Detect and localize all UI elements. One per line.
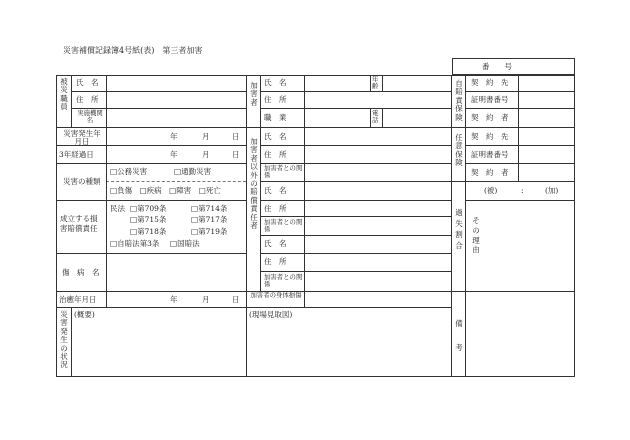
liable3-relation-label: 加害者との関係 [264, 273, 303, 289]
perpetrator-injury-label: 加害者の身体損傷 [250, 291, 302, 299]
negligence-ratio-label: 過失割合 [455, 208, 463, 250]
liable3-name-label: 氏 名 [264, 239, 287, 248]
situation-label: 災害発生の状況 [60, 310, 68, 370]
checkbox-state-compensation[interactable]: □国賠法 [170, 239, 200, 248]
occupation-label: 職 業 [264, 113, 287, 122]
liable2-name-label: 氏 名 [264, 186, 287, 195]
number-label: 番 号 [482, 62, 512, 71]
recovery-day: 日 [232, 295, 240, 304]
compulsory-contractor-label: 契 約 先 [471, 78, 509, 87]
liable2-relation-label: 加害者との関係 [264, 218, 303, 234]
checkbox-art717[interactable]: □第717条 [191, 215, 228, 224]
ratio-colon: : [521, 186, 524, 195]
three-years-year: 年 [170, 150, 178, 159]
voluntary-contractor-label: 契 約 先 [471, 132, 509, 141]
scene-sketch-label: (現場見取図) [249, 310, 293, 319]
liable1-address-label: 住 所 [264, 150, 287, 159]
checkbox-art714[interactable]: □第714条 [191, 204, 228, 213]
three-years-day: 日 [232, 150, 240, 159]
liable2-address-label: 住 所 [264, 204, 287, 213]
checkbox-art718[interactable]: □第718条 [130, 227, 167, 236]
three-years-month: 月 [202, 150, 210, 159]
compulsory-policyholder-label: 契 約 者 [471, 113, 509, 122]
perpetrator-label: 加害者 [250, 81, 258, 107]
occurrence-month: 月 [202, 132, 210, 141]
checkbox-art719[interactable]: □第719条 [191, 227, 228, 236]
disease-name-label: 傷 病 名 [62, 268, 100, 277]
reason-label: その理由 [472, 216, 480, 255]
checkbox-jibaiseki-art3[interactable]: □自賠法第3条 [110, 239, 160, 248]
checkbox-public-duty[interactable]: □公務災害 [110, 167, 148, 176]
checkbox-art715[interactable]: □第715条 [130, 215, 167, 224]
liable1-name-label: 氏 名 [264, 132, 287, 141]
compulsory-certificate-label: 証明書番号 [471, 95, 509, 104]
overview-label: (概要) [74, 310, 95, 319]
occurrence-day: 日 [232, 132, 240, 141]
form-title: 災害補償記録簿4号紙(表) 第三者加害 [63, 46, 203, 55]
ratio-perpetrator: (加) [545, 186, 559, 195]
ratio-victim: (被) [484, 186, 498, 195]
liable3-address-label: 住 所 [264, 257, 287, 266]
occurrence-year: 年 [170, 132, 178, 141]
recovery-date-label: 治癒年月日 [59, 295, 97, 304]
voluntary-policyholder-label: 契 約 者 [471, 168, 509, 177]
liable1-relation-label: 加害者との関係 [264, 164, 303, 180]
victim-group-label: 被災職員 [60, 77, 68, 112]
number-box [452, 58, 575, 75]
injury-kind-checkboxes[interactable]: □負傷 □疾病 □障害 □死亡 [110, 186, 221, 195]
remarks-label: 備 考 [455, 319, 478, 352]
voluntary-insurance-label: 任意保険 [455, 133, 463, 168]
liability-label: 成立する損害賠償責任 [60, 214, 98, 234]
victim-name-label: 氏 名 [76, 78, 99, 87]
checkbox-art709[interactable]: □第709条 [130, 204, 167, 213]
checkbox-commute[interactable]: □通勤災害 [174, 167, 212, 176]
occurrence-date-label: 災害発生年月日 [63, 129, 101, 147]
voluntary-certificate-label: 証明書番号 [471, 150, 509, 159]
perpetrator-name-label: 氏 名 [264, 78, 287, 87]
perpetrator-address-label: 住 所 [264, 95, 287, 104]
victim-agency-label: 実施機関名 [77, 109, 103, 125]
age-label: 年齢 [372, 75, 379, 91]
recovery-year: 年 [170, 295, 178, 304]
civil-law-label: 民法 [110, 204, 125, 213]
three-years-label: 3年経過日 [59, 150, 94, 159]
phone-label: 電話 [372, 109, 379, 125]
other-liable-group-label: 加害者以外の賠償責任者 [250, 137, 258, 230]
victim-address-label: 住 所 [76, 95, 99, 104]
compulsory-insurance-label: 自賠責保険 [455, 79, 463, 122]
recovery-month: 月 [202, 295, 210, 304]
disaster-type-label: 災害の種類 [63, 177, 101, 186]
